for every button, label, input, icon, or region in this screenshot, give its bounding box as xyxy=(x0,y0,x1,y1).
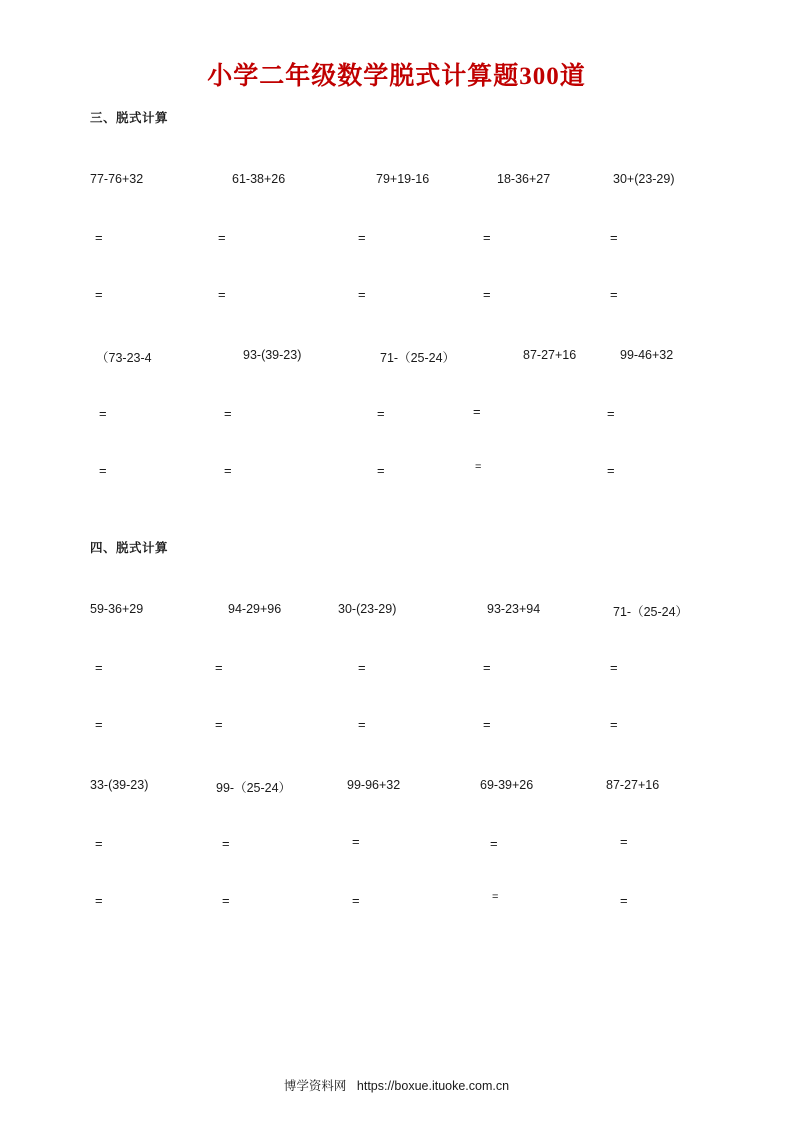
equals-sign: = xyxy=(610,230,618,245)
equals-sign: = xyxy=(377,463,385,478)
problem-item: 93-23+94 xyxy=(487,602,541,616)
problem-item: 94-29+96 xyxy=(228,602,282,616)
equals-sign: = xyxy=(224,463,232,478)
equals-sign: = xyxy=(95,230,103,245)
problem-item: 18-36+27 xyxy=(497,172,551,186)
equals-sign: = xyxy=(352,834,360,849)
equals-sign: = xyxy=(99,463,107,478)
equals-sign: = xyxy=(215,660,223,675)
page-title: 小学二年级数学脱式计算题300道 xyxy=(207,63,586,90)
problem-item: 30-(23-29) xyxy=(338,602,397,616)
problem-item: 33-(39-23) xyxy=(90,778,149,792)
problem-row xyxy=(0,602,793,636)
equals-sign: = xyxy=(607,463,615,478)
problem-item: 93-(39-23) xyxy=(243,348,302,362)
equals-sign: = xyxy=(483,230,491,245)
equals-sign: = xyxy=(610,660,618,675)
problem-item: 79+19-16 xyxy=(376,172,430,186)
equals-sign: = xyxy=(377,406,385,421)
section-heading: 三、脱式计算 xyxy=(90,111,169,125)
footer-watermark xyxy=(0,1076,793,1094)
equals-sign: = xyxy=(218,287,226,302)
problem-item: 99-（25-24） xyxy=(216,781,292,795)
problem-row xyxy=(0,348,793,382)
problem-group xyxy=(0,778,793,938)
equals-sign: = xyxy=(607,406,615,421)
answer-row xyxy=(0,812,793,875)
problem-item: 69-39+26 xyxy=(480,778,534,792)
problem-row xyxy=(0,172,793,206)
equals-sign: = xyxy=(222,836,230,851)
equals-sign: = xyxy=(620,834,628,849)
site-name: 博学资料网 xyxy=(283,1079,347,1093)
problem-item: 99-96+32 xyxy=(347,778,401,792)
equals-sign: = xyxy=(610,287,618,302)
equals-sign: = xyxy=(358,230,366,245)
problem-item: 87-27+16 xyxy=(523,348,577,362)
answer-row xyxy=(0,206,793,269)
equals-sign: = xyxy=(222,893,230,908)
equals-sign: = xyxy=(610,717,618,732)
problem-item: 30+(23-29) xyxy=(613,172,675,186)
equals-sign: = xyxy=(492,891,499,903)
answer-row xyxy=(0,445,793,508)
equals-sign: = xyxy=(95,836,103,851)
section-heading: 四、脱式计算 xyxy=(90,541,169,555)
equals-sign: = xyxy=(358,717,366,732)
equals-sign: = xyxy=(483,717,491,732)
equals-sign: = xyxy=(473,404,481,419)
equals-sign: = xyxy=(475,461,482,473)
section-four xyxy=(0,538,793,938)
equals-sign: = xyxy=(352,893,360,908)
answer-row xyxy=(0,382,793,445)
answer-row xyxy=(0,699,793,762)
equals-sign: = xyxy=(215,717,223,732)
equals-sign: = xyxy=(483,287,491,302)
problem-item: 61-38+26 xyxy=(232,172,286,186)
problem-item: 77-76+32 xyxy=(90,172,144,186)
equals-sign: = xyxy=(224,406,232,421)
problem-row xyxy=(0,778,793,812)
equals-sign: = xyxy=(218,230,226,245)
problem-item: 59-36+29 xyxy=(90,602,144,616)
site-url: https://boxue.ituoke.com.cn xyxy=(356,1079,510,1093)
equals-sign: = xyxy=(95,660,103,675)
equals-sign: = xyxy=(358,287,366,302)
equals-sign: = xyxy=(95,717,103,732)
problem-group xyxy=(0,172,793,332)
problem-group xyxy=(0,348,793,508)
equals-sign: = xyxy=(490,836,498,851)
equals-sign: = xyxy=(95,287,103,302)
problem-item: 99-46+32 xyxy=(620,348,674,362)
answer-row xyxy=(0,269,793,332)
problem-item: 71-（25-24） xyxy=(380,351,456,365)
problem-item: （73-23-4 xyxy=(96,351,152,365)
equals-sign: = xyxy=(358,660,366,675)
problem-group xyxy=(0,602,793,762)
equals-sign: = xyxy=(483,660,491,675)
problem-item: 71-（25-24） xyxy=(613,605,689,619)
equals-sign: = xyxy=(95,893,103,908)
section-three xyxy=(0,108,793,508)
problem-item: 87-27+16 xyxy=(606,778,660,792)
footer-separator xyxy=(350,1079,353,1093)
answer-row xyxy=(0,875,793,938)
equals-sign: = xyxy=(99,406,107,421)
answer-row xyxy=(0,636,793,699)
equals-sign: = xyxy=(620,893,628,908)
